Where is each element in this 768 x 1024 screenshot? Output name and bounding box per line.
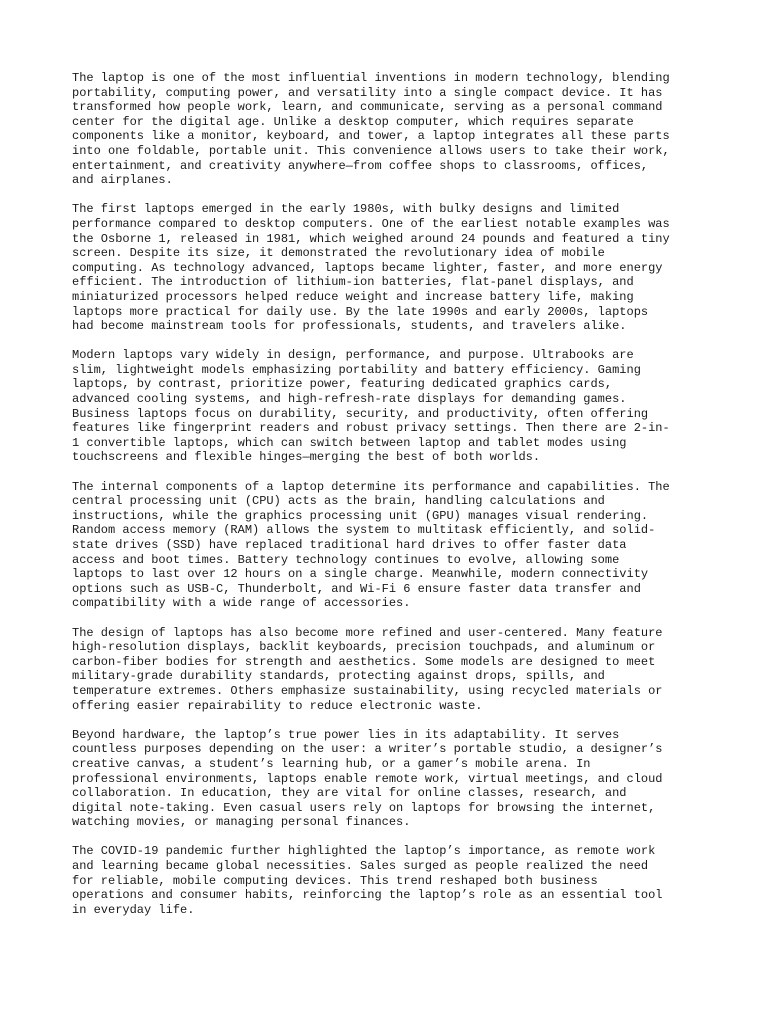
paragraph-adaptability: Beyond hardware, the laptop’s true power lies in its adaptability. It serves countless purposes depending on the user: a writer’s portable studio, a designer’s creative canvas, a student’s learning hub, or a gamer’s mobile arena. In professional environments, laptops enable remote work, virtual meetings, and cloud collaboration. In education, they are vital for online classes, research, and digital note-taking. Even casual users rely on laptops for browsing the internet, watching movies, or managing personal finances. xyxy=(72,727,663,830)
paragraph-modern-types: Modern laptops vary widely in design, performance, and purpose. Ultrabooks are slim, lightweight models emphasizing portability and battery efficiency. Gaming laptops, by contrast, prioritize power, featuring dedicated graphics cards, advanced cooling systems, and high-refresh-rate displays for demanding games. Business laptops focus on durability, security, and productivity, often offering features like fingerprint readers and robust privacy settings. Then there are 2-in- 1 convertible laptops, which can switch between laptop and tablet modes using touchscreens and flexible hinges—merging the best of both worlds. xyxy=(72,348,670,465)
paragraph-introduction: The laptop is one of the most influential inventions in modern technology, blending portability, computing power, and versatility into a single compact device. It has transformed how people work, learn, and communicate, serving as a personal command center for the digital age. Unlike a desktop computer, which requires separate components like a monitor, keyboard, and tower, a laptop integrates all these parts into one foldable, portable unit. This convenience allows users to take their work, entertainment, and creativity anywhere—from coffee shops to classrooms, offices, and airplanes. xyxy=(72,71,670,188)
paragraph-design: The design of laptops has also become more refined and user-centered. Many feature high-resolution displays, backlit keyboards, precision touchpads, and aluminum or carbon-fiber bodies for strength and aesthetics. Some models are designed to meet military-grade durability standards, protecting against drops, spills, and temperature extremes. Others emphasize sustainability, using recycled materials or offering easier repairability to reduce electronic waste. xyxy=(72,625,663,713)
document-page xyxy=(72,71,704,932)
paragraph-covid: The COVID-19 pandemic further highlighted the laptop’s importance, as remote work and learning became global necessities. Sales surged as people realized the need for reliable, mobile computing devices. This trend reshaped both business operations and consumer habits, reinforcing the laptop’s role as an essential tool in everyday life. xyxy=(72,844,663,917)
paragraph-components: The internal components of a laptop determine its performance and capabilities. The central processing unit (CPU) acts as the brain, handling calculations and instructions, while the graphics processing unit (GPU) manages visual rendering. Random access memory (RAM) allows the system to multitask efficiently, and solid- state drives (SSD) have replaced traditional hard drives to offer faster data access and boot times. Battery technology continues to evolve, allowing some laptops to last over 12 hours on a single charge. Meanwhile, modern connectivity options such as USB-C, Thunderbolt, and Wi-Fi 6 ensure faster data transfer and compatibility with a wide range of accessories. xyxy=(72,479,670,611)
paragraph-history: The first laptops emerged in the early 1980s, with bulky designs and limited performance compared to desktop computers. One of the earliest notable examples was the Osborne 1, released in 1981, which weighed around 24 pounds and featured a tiny screen. Despite its size, it demonstrated the revolutionary idea of mobile computing. As technology advanced, laptops became lighter, faster, and more energy efficient. The introduction of lithium-ion batteries, flat-panel displays, and miniaturized processors helped reduce weight and increase battery life, making laptops more practical for daily use. By the late 1990s and early 2000s, laptops had become mainstream tools for professionals, students, and travelers alike. xyxy=(72,202,670,334)
